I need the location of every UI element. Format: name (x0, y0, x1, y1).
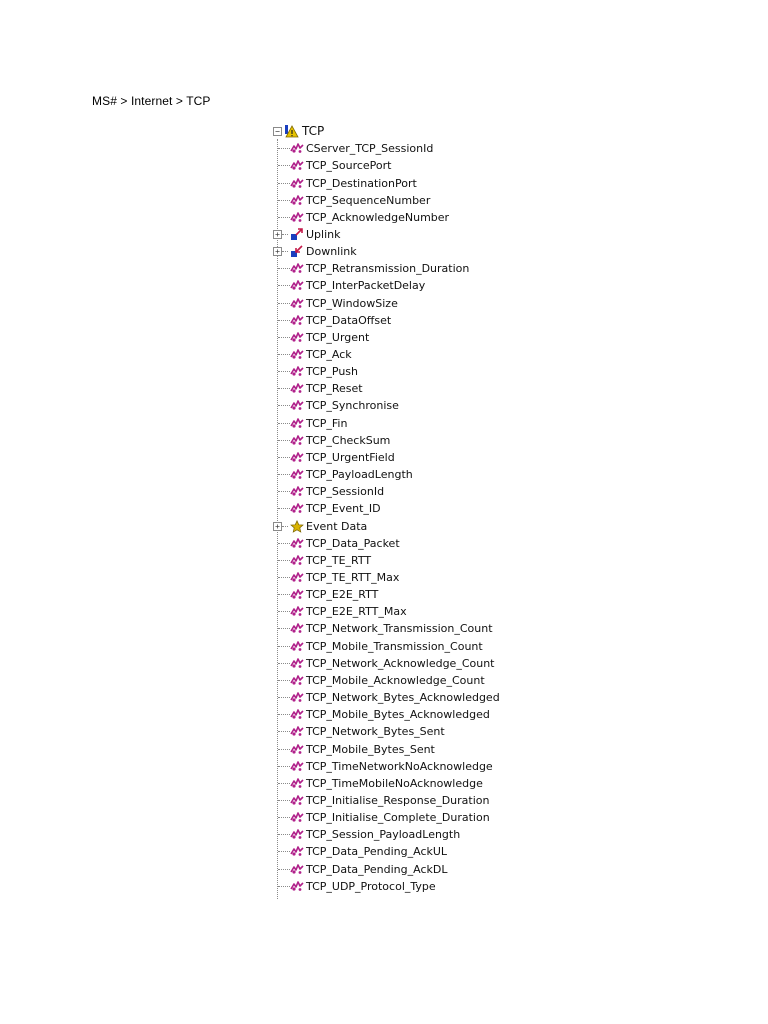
field-icon (290, 605, 304, 618)
tree-branch-connector (278, 337, 290, 338)
tree-item-label: TCP_UrgentField (306, 450, 395, 464)
tree-branch-connector (278, 320, 290, 321)
tree-root-label: TCP (302, 124, 325, 138)
tree-branch-connector (278, 731, 290, 732)
field-icon (290, 794, 304, 807)
tree-item-label: TCP_TE_RTT_Max (306, 570, 400, 584)
field-icon (290, 314, 304, 327)
field-icon (290, 177, 304, 190)
tree-item-label: TCP_SourcePort (306, 159, 392, 173)
field-icon (290, 571, 304, 584)
tree-item-label: Event Data (306, 519, 368, 533)
tree-branch-connector (278, 457, 290, 458)
field-icon (290, 640, 304, 653)
field-icon (290, 399, 304, 412)
tcp-tree-view[interactable] (272, 123, 508, 895)
field-icon (290, 588, 304, 601)
field-icon (290, 142, 304, 155)
expand-icon[interactable]: + (273, 522, 282, 531)
field-icon (290, 502, 304, 515)
expand-icon[interactable]: + (273, 230, 282, 239)
field-icon (290, 279, 304, 292)
tree-branch-connector (278, 285, 290, 286)
tree-item-label: TCP_Mobile_Bytes_Sent (306, 742, 435, 756)
tree-branch-connector (278, 766, 290, 767)
tree-item-label: TCP_UDP_Protocol_Type (306, 879, 436, 893)
tree-branch-connector (278, 663, 290, 664)
tree-branch-connector (278, 148, 290, 149)
field-icon (290, 451, 304, 464)
tree-branch-connector (278, 543, 290, 544)
tree-item-label: TCP_SequenceNumber (306, 193, 431, 207)
field-icon (290, 348, 304, 361)
tree-item-label: TCP_InterPacketDelay (306, 279, 426, 293)
field-icon (290, 880, 304, 893)
tree-item-label: TCP_Initialise_Response_Duration (306, 793, 490, 807)
field-icon (290, 365, 304, 378)
tree-item-label: TCP_TimeNetworkNoAcknowledge (306, 759, 493, 773)
tree-item-label: TCP_Urgent (306, 330, 370, 344)
tree-item-label: TCP_Mobile_Transmission_Count (306, 639, 483, 653)
field-icon (290, 725, 304, 738)
tree-branch-connector (278, 268, 290, 269)
tree-item-label: TCP_Retransmission_Duration (306, 262, 470, 276)
tree-branch-connector (278, 354, 290, 355)
field-icon (290, 760, 304, 773)
tree-branch-connector (278, 646, 290, 647)
tree-item-label: TCP_Mobile_Acknowledge_Count (306, 673, 485, 687)
tree-item-label: Uplink (306, 228, 341, 241)
field-icon (290, 262, 304, 275)
tree-item-label: TCP_E2E_RTT (306, 588, 379, 602)
tree-item-label: TCP_Data_Packet (306, 536, 400, 550)
tree-branch-connector (278, 886, 290, 887)
tree-item-label: TCP_TimeMobileNoAcknowledge (306, 776, 483, 790)
tree-item-label: TCP_Mobile_Bytes_Acknowledged (306, 708, 490, 722)
field-icon (290, 331, 304, 344)
tree-item-label: CServer_TCP_SessionId (306, 142, 434, 156)
field-icon (290, 674, 304, 687)
tree-branch-connector (278, 800, 290, 801)
tree-branch-connector (278, 817, 290, 818)
field-icon (290, 434, 304, 447)
tree-branch-connector (278, 491, 290, 492)
tree-branch-connector (278, 680, 290, 681)
expand-icon[interactable]: + (273, 247, 282, 256)
tree-item-label: TCP_Network_Bytes_Acknowledged (306, 691, 500, 704)
tree-item-label: TCP_Synchronise (306, 399, 399, 413)
tree-item-label: TCP_Network_Acknowledge_Count (306, 656, 495, 670)
tree-branch-connector (278, 869, 290, 870)
tree-item-label: TCP_E2E_RTT_Max (306, 605, 407, 619)
tree-branch-connector (278, 474, 290, 475)
tree-item-label: TCP_DataOffset (306, 313, 392, 327)
tree-item-label: Downlink (306, 245, 357, 259)
tree-item-label: TCP_SessionId (306, 485, 385, 499)
field-icon (290, 297, 304, 310)
tree-branch-connector (282, 251, 288, 252)
field-icon (290, 845, 304, 858)
field-icon (290, 811, 304, 824)
tree-branch-connector (278, 628, 290, 629)
tree-item-label: TCP_Session_PayloadLength (306, 828, 461, 842)
field-icon (290, 468, 304, 481)
tree-branch-connector (278, 371, 290, 372)
field-icon (290, 554, 304, 567)
field-icon (290, 159, 304, 172)
tree-branch-connector (282, 526, 288, 527)
tree-item-label: TCP_Fin (306, 416, 348, 430)
field-icon (290, 708, 304, 721)
tree-branch-connector (278, 851, 290, 852)
tcp-folder-icon (284, 124, 298, 137)
tree-branch-connector (278, 611, 290, 612)
field-icon (290, 622, 304, 635)
tree-item-label: TCP_PayloadLength (306, 468, 413, 481)
field-icon (290, 691, 304, 704)
tree-item-label: TCP_Event_ID (306, 502, 381, 516)
field-icon (290, 743, 304, 756)
tree-branch-connector (282, 234, 288, 235)
tree-item-label: TCP_Network_Transmission_Count (306, 622, 493, 636)
tree-branch-connector (278, 217, 290, 218)
tree-item-label: TCP_Push (306, 365, 359, 379)
field-icon (290, 863, 304, 876)
field-icon (290, 828, 304, 841)
tree-branch-connector (278, 560, 290, 561)
event-data-star-icon (290, 520, 304, 533)
tree-branch-connector (278, 200, 290, 201)
field-icon (290, 417, 304, 430)
field-icon (290, 485, 304, 498)
tree-branch-connector (278, 594, 290, 595)
tree-branch-connector (278, 834, 290, 835)
field-icon (290, 194, 304, 207)
field-icon (290, 382, 304, 395)
tree-item-label: TCP_WindowSize (306, 296, 398, 310)
tree-item-label: TCP_DestinationPort (306, 176, 417, 190)
tree-item-label: TCP_Data_Pending_AckUL (306, 845, 448, 859)
breadcrumb: MS# > Internet > TCP (92, 94, 211, 108)
tree-branch-connector (278, 749, 290, 750)
tree-item-label: TCP_CheckSum (306, 433, 391, 447)
tree-item-label: TCP_Network_Bytes_Sent (306, 725, 445, 739)
field-icon (290, 657, 304, 670)
tree-branch-connector (278, 577, 290, 578)
tree-item-label: TCP_Initialise_Complete_Duration (306, 811, 490, 824)
collapse-icon[interactable]: − (273, 127, 282, 136)
tree-branch-connector (278, 183, 290, 184)
tree-branch-connector (278, 388, 290, 389)
tree-item-label: TCP_Data_Pending_AckDL (306, 862, 448, 876)
tree-branch-connector (278, 508, 290, 509)
tree-branch-connector (278, 714, 290, 715)
tree-item-label: TCP_Ack (306, 348, 352, 361)
tree-branch-connector (278, 423, 290, 424)
field-icon (290, 777, 304, 790)
tree-item-label: TCP_TE_RTT (306, 553, 372, 567)
field-icon (290, 211, 304, 224)
uplink-icon (290, 228, 304, 241)
tree-branch-connector (278, 303, 290, 304)
tree-branch-connector (278, 165, 290, 166)
field-icon (290, 537, 304, 550)
tree-branch-connector (278, 697, 290, 698)
tree-item-label: TCP_Reset (306, 382, 363, 396)
tree-branch-connector (278, 783, 290, 784)
tree-branch-connector (278, 440, 290, 441)
tree-item-label: TCP_AcknowledgeNumber (306, 210, 450, 224)
downlink-icon (290, 245, 304, 258)
tree-branch-connector (278, 405, 290, 406)
